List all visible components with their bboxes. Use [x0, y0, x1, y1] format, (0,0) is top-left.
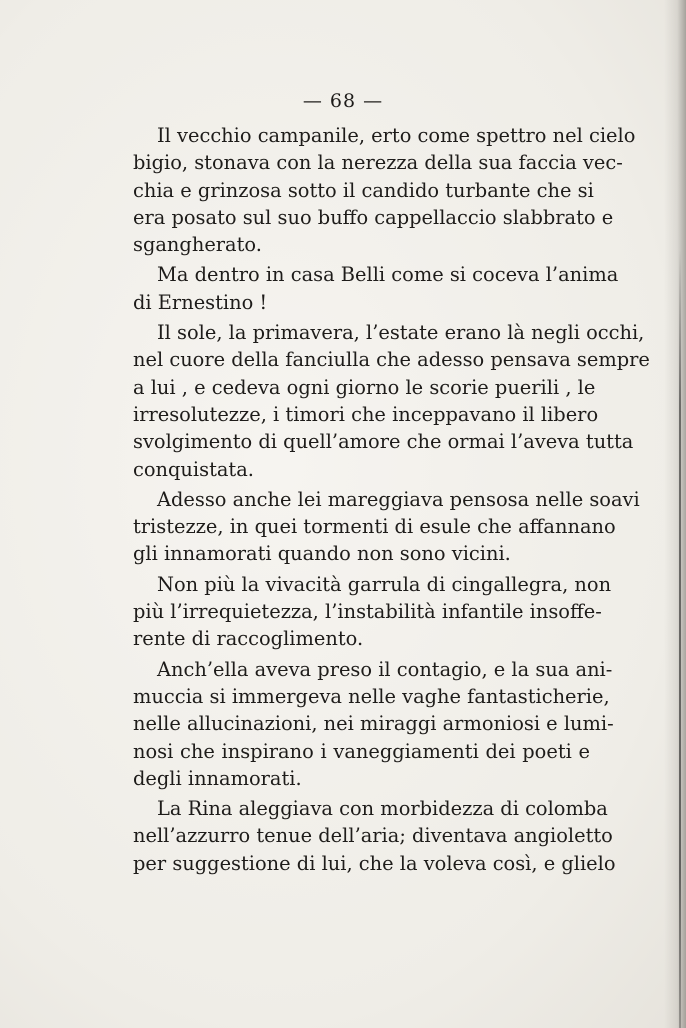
text-line: per suggestione di lui, che la voleva così, e glielo	[133, 851, 616, 875]
page-number: — 68 —	[302, 90, 384, 112]
text-line: nosi che inspirano i vaneggiamenti dei poeti e	[133, 739, 590, 763]
text-line: nel cuore della fanciulla che adesso pensava sempre	[133, 348, 650, 372]
text-line: La Rina aleggiava con morbidezza di colomba	[157, 797, 608, 821]
paragraph-6	[133, 656, 614, 792]
text-line: irresolutezze, i timori che inceppavano il libero	[133, 402, 599, 426]
text-line: Ma dentro in casa Belli come si coceva l’anima	[157, 263, 619, 287]
text-line: a lui , e cedeva ogni giorno le scorie puerili , le	[133, 375, 596, 399]
text-line: gli innamorati quando non sono vicini.	[133, 542, 511, 566]
page-edge-line	[679, 250, 681, 1028]
body-text	[133, 122, 650, 877]
text-line: Il sole, la primavera, l’estate erano là negli occhi,	[157, 321, 645, 345]
paragraph-3	[133, 319, 650, 483]
paragraph-5	[133, 571, 612, 653]
text-line: conquistata.	[133, 457, 254, 481]
text-line: chia e grinzosa sotto il candido turbante che si	[133, 178, 594, 202]
text-line: Non più la vivacità garrula di cingallegra, non	[157, 572, 612, 596]
text-line: bigio, stonava con la nerezza della sua faccia vec-	[133, 151, 623, 175]
text-line: muccia si immergeva nelle vaghe fantasticherie,	[133, 684, 610, 708]
text-line: Anch’ella aveva preso il contagio, e la sua ani-	[157, 657, 613, 681]
text-line: più l’irrequietezza, l’instabilità infantile insoffe-	[133, 600, 602, 624]
text-line: Adesso anche lei mareggiava pensosa nelle soavi	[157, 487, 640, 511]
paragraph-4	[133, 486, 640, 568]
text-line: sgangherato.	[133, 233, 262, 257]
text-line: di Ernestino !	[133, 290, 268, 314]
paragraph-2	[133, 261, 619, 316]
paragraph-1	[133, 122, 636, 258]
text-line: degli innamorati.	[133, 766, 302, 790]
page-edge-shadow	[664, 0, 686, 1028]
text-line: tristezze, in quei tormenti di esule che affannano	[133, 515, 616, 539]
paragraph-7	[133, 795, 616, 877]
text-line: svolgimento di quell’amore che ormai l’aveva tutta	[133, 430, 634, 454]
text-line: rente di raccoglimento.	[133, 627, 364, 651]
text-line: era posato sul suo buffo cappellaccio slabbrato e	[133, 205, 614, 229]
text-line: nell’azzurro tenue dell’aria; diventava angioletto	[133, 824, 613, 848]
text-line: Il vecchio campanile, erto come spettro nel cielo	[157, 124, 636, 147]
text-line: nelle allucinazioni, nei miraggi armoniosi e lumi-	[133, 712, 614, 736]
